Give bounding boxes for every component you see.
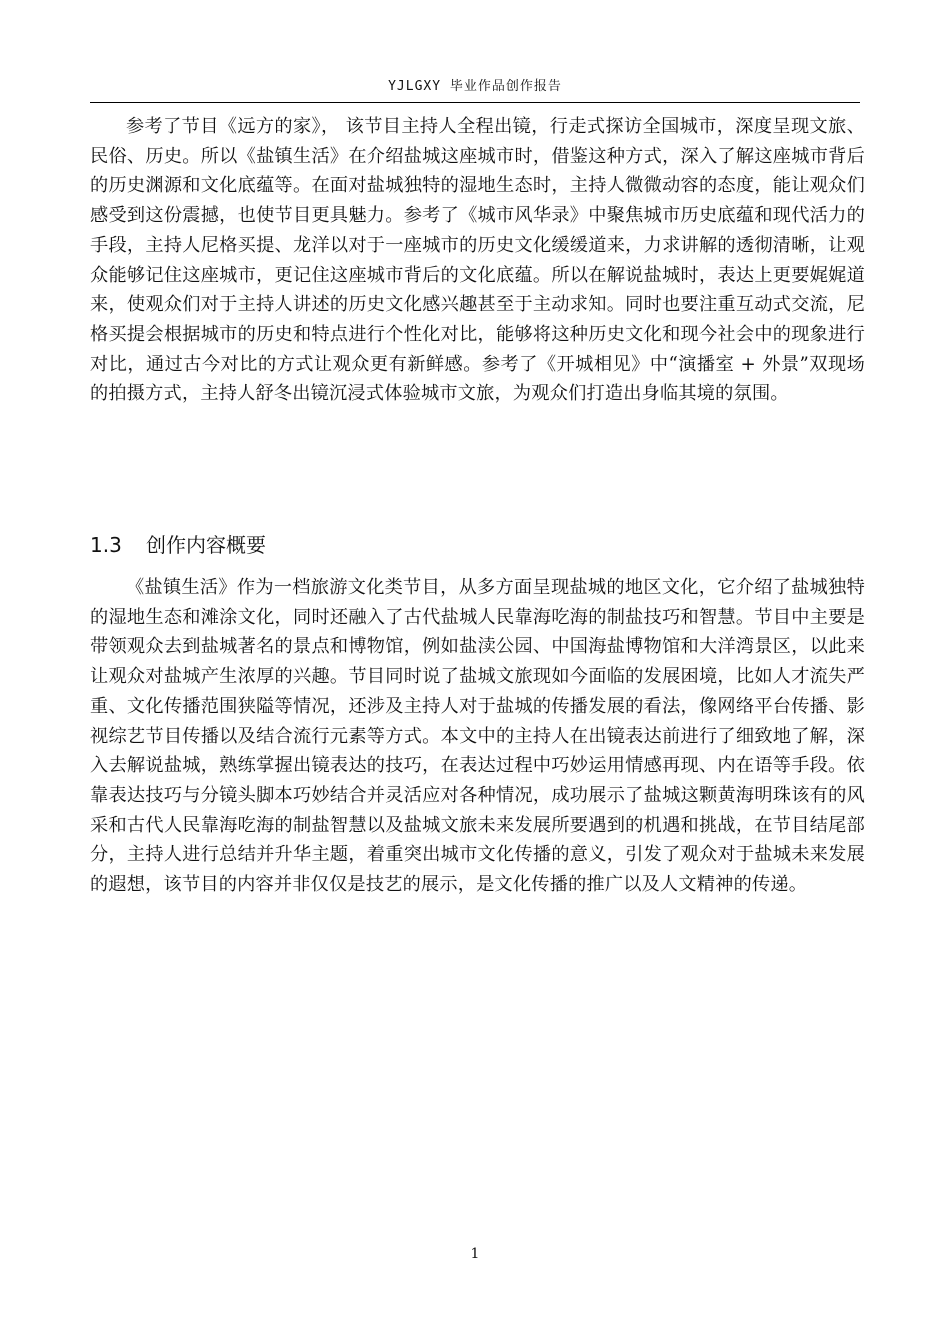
section-title: 创作内容概要 [146,533,266,557]
section-heading [90,530,266,560]
body-paragraph-1: 参考了节目《远方的家》， 该节目主持人全程出镜，行走式探访全国城市，深度呈现文旅、民俗、历史。所以《盐镇生活》在介绍盐城这座城市时，借鉴这种方式，深入了解这座城市背后的历史渊源和文化底蕴等。在面对盐城独特的湿地生态时，主持人微微动容的态度，能让观众们感受到这份震撼，也使节目更具魅力。参考了《城市风华录》中聚焦城市历史底蕴和现代活力的手段，主持人尼格买提、龙洋以对于一座城市的历史文化缓缓道来，力求讲解的透彻清晰，让观众能够记住这座城市，更记住这座城市背后的文化底蕴。所以在解说盐城时，表达上更要娓娓道来，使观众们对于主持人讲述的历史文化感兴趣甚至于主动求知。同时也要注重互动式交流，尼格买提会根据城市的历史和特点进行个性化对比，能够将这种历史文化和现今社会中的现象进行对比，通过古今对比的方式让观众更有新鲜感。参考了《开城相见》中“演播室 + 外景”双现场的拍摄方式，主持人舒冬出镜沉浸式体验城市文旅，为观众们打造出身临其境的氛围。 [90,116,865,405]
body-paragraph-2: 《盐镇生活》作为一档旅游文化类节目，从多方面呈现盐城的地区文化，它介绍了盐城独特的湿地生态和滩涂文化，同时还融入了古代盐城人民靠海吃海的制盐技巧和智慧。节目中主要是带领观众去到盐城著名的景点和博物馆，例如盐渎公园、中国海盐博物馆和大洋湾景区，以此来让观众对盐城产生浓厚的兴趣。节目同时说了盐城文旅现如今面临的发展困境，比如人才流失严重、文化传播范围狭隘等情况，还涉及主持人对于盐城的传播发展的看法，像网络平台传播、影视综艺节目传播以及结合流行元素等方式。本文中的主持人在出镜表达前进行了细致地了解，深入去解说盐城，熟练掌握出镜表达的技巧，在表达过程中巧妙运用情感再现、内在语等手段。依靠表达技巧与分镜头脚本巧妙结合并灵活应对各种情况，成功展示了盐城这颗黄海明珠该有的风采和古代人民靠海吃海的制盐智慧以及盐城文旅未来发展所要遇到的机遇和挑战，在节目结尾部分，主持人进行总结并升华主题，着重突出城市文化传播的意义，引发了观众对于盐城未来发展的遐想，该节目的内容并非仅仅是技艺的展示，是文化传播的推广以及人文精神的传递。 [90,577,865,896]
section-number: 1.3 [90,533,122,557]
page-number: 1 [470,1246,480,1262]
header-title: YJLGXY 毕业作品创作报告 [388,79,562,94]
page-header [90,76,860,103]
